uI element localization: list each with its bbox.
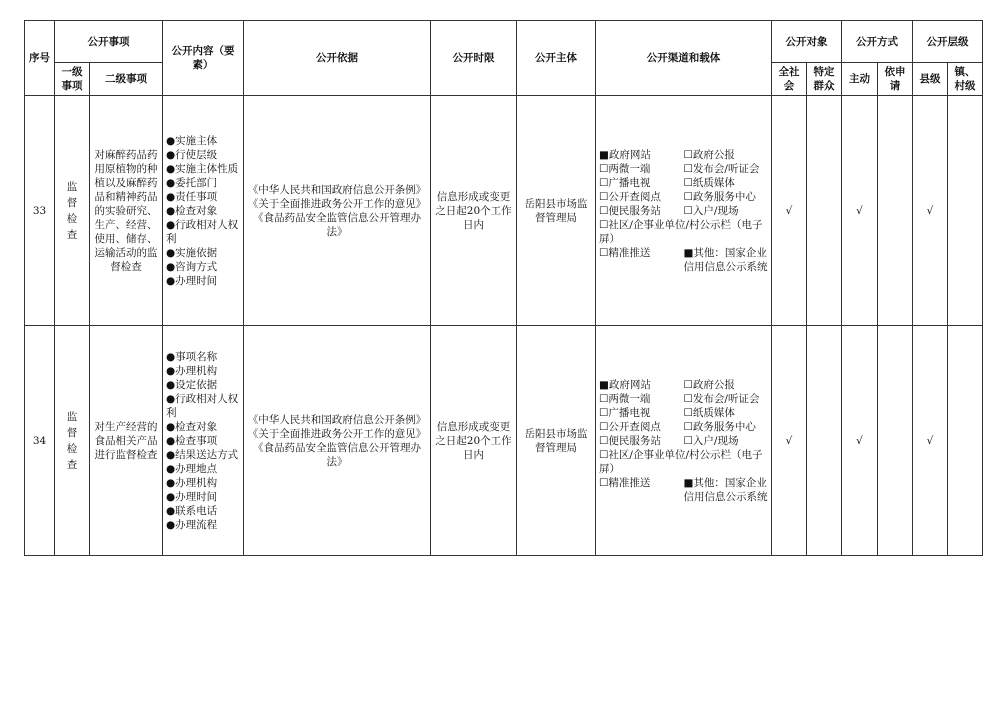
channel-option: ☐ 两微一端: [599, 392, 684, 406]
row-subject: 岳阳县市场监督管理局: [517, 326, 596, 556]
channel-option: ☐ 政务服务中心: [684, 420, 769, 434]
content-item: ● 实施依据: [166, 246, 240, 260]
channel-option: ☐ 政务服务中心: [684, 190, 769, 204]
channel-option: ☐ 两微一端: [599, 162, 684, 176]
header-level-county: 县级: [913, 63, 948, 96]
content-item: ● 联系电话: [166, 504, 240, 518]
row-channels: [596, 326, 772, 556]
row-basis: 《中华人民共和国政府信息公开条例》《关于全面推进政务公开工作的意见》《食品药品安全监管信息公开管理办法》: [244, 96, 431, 326]
content-item: ● 办理时间: [166, 274, 240, 288]
channel-option: ☐ 精准推送: [599, 246, 684, 274]
header-method-request: 依申请: [878, 63, 913, 96]
channel-option-checked: ■ 其他：国家企业信用信息公示系统: [684, 476, 769, 504]
header-channels: 公开渠道和载体: [596, 21, 772, 96]
row-audience-all: √: [772, 96, 807, 326]
row-time-limit: 信息形成或变更之日起20个工作日内: [431, 326, 517, 556]
content-item: ● 责任事项: [166, 190, 240, 204]
content-item: ● 咨询方式: [166, 260, 240, 274]
content-item: ● 检查对象: [166, 204, 240, 218]
content-item: ● 结果送达方式: [166, 448, 240, 462]
channel-option: ☐ 入户/现场: [684, 204, 769, 218]
content-item: ● 设定依据: [166, 378, 240, 392]
header-subject: 公开主体: [517, 21, 596, 96]
row-method-request: [878, 326, 913, 556]
row-level2: 对麻醉药品药用原植物的种植以及麻醉药品和精神药品的实验研究、生产、经营、使用、储存、运输活动的监督检查: [90, 96, 163, 326]
row-content: [163, 96, 244, 326]
header-level: 公开层级: [913, 21, 983, 63]
row-channels: [596, 96, 772, 326]
row-audience-all: √: [772, 326, 807, 556]
row-audience-specific: [807, 96, 842, 326]
row-seq: 33: [25, 96, 55, 326]
header-content: 公开内容（要素）: [163, 21, 244, 96]
content-item: ● 行政相对人权利: [166, 392, 240, 420]
row-method-active: √: [842, 96, 878, 326]
content-list: [166, 134, 240, 288]
content-item: ● 检查对象: [166, 420, 240, 434]
header-basis: 公开依据: [244, 21, 431, 96]
table-header: [25, 21, 983, 96]
row-level-county: √: [913, 96, 948, 326]
row-content: [163, 326, 244, 556]
header-level-town: 镇、村级: [948, 63, 983, 96]
channel-option: ☐ 社区/企事业单位/村公示栏（电子屏）: [599, 448, 768, 476]
content-item: ● 委托部门: [166, 176, 240, 190]
row-basis: 《中华人民共和国政府信息公开条例》《关于全面推进政务公开工作的意见》《食品药品安全监管信息公开管理办法》: [244, 326, 431, 556]
header-audience-specific: 特定群众: [807, 63, 842, 96]
content-list: [166, 350, 240, 532]
channel-option: ☐ 政府公报: [684, 378, 769, 392]
row-level-town: [948, 326, 983, 556]
table-row: [25, 96, 983, 326]
channel-option-checked: ■ 政府网站: [599, 378, 684, 392]
channel-option: ☐ 发布会/听证会: [684, 162, 769, 176]
content-item: ● 办理流程: [166, 518, 240, 532]
content-item: ● 实施主体性质: [166, 162, 240, 176]
row-method-active: √: [842, 326, 878, 556]
content-item: ● 事项名称: [166, 350, 240, 364]
content-item: ● 办理机构: [166, 364, 240, 378]
row-level-county: √: [913, 326, 948, 556]
row-level1: 监督检查: [55, 326, 90, 556]
header-audience: 公开对象: [772, 21, 842, 63]
channel-option: ☐ 公开查阅点: [599, 190, 684, 204]
row-level-town: [948, 96, 983, 326]
content-item: ● 行使层级: [166, 148, 240, 162]
channel-option: ☐ 便民服务站: [599, 204, 684, 218]
channel-option-checked: ■ 政府网站: [599, 148, 684, 162]
row-level1: 监督检查: [55, 96, 90, 326]
channel-option: ☐ 社区/企事业单位/村公示栏（电子屏）: [599, 218, 768, 246]
header-method-active: 主动: [842, 63, 878, 96]
channel-option: ☐ 入户/现场: [684, 434, 769, 448]
row-seq: 34: [25, 326, 55, 556]
channel-option: ☐ 纸质媒体: [684, 406, 769, 420]
channel-option: ☐ 广播电视: [599, 176, 684, 190]
row-audience-specific: [807, 326, 842, 556]
channel-option: ☐ 便民服务站: [599, 434, 684, 448]
disclosure-table: [24, 20, 983, 556]
channel-list: [599, 148, 768, 274]
row-subject: 岳阳县市场监督管理局: [517, 96, 596, 326]
channel-option: ☐ 政府公报: [684, 148, 769, 162]
content-item: ● 实施主体: [166, 134, 240, 148]
row-time-limit: 信息形成或变更之日起20个工作日内: [431, 96, 517, 326]
content-item: ● 行政相对人权利: [166, 218, 240, 246]
content-item: ● 办理地点: [166, 462, 240, 476]
row-method-request: [878, 96, 913, 326]
header-method: 公开方式: [842, 21, 913, 63]
channel-option: ☐ 纸质媒体: [684, 176, 769, 190]
channel-option: ☐ 发布会/听证会: [684, 392, 769, 406]
header-level2: 二级事项: [90, 63, 163, 96]
channel-option-checked: ■ 其他：国家企业信用信息公示系统: [684, 246, 769, 274]
header-level1: 一级事项: [55, 63, 90, 96]
channel-option: ☐ 公开查阅点: [599, 420, 684, 434]
channel-option: ☐ 广播电视: [599, 406, 684, 420]
header-seq: 序号: [25, 21, 55, 96]
header-time-limit: 公开时限: [431, 21, 517, 96]
content-item: ● 检查事项: [166, 434, 240, 448]
header-audience-all: 全社会: [772, 63, 807, 96]
header-matters: 公开事项: [55, 21, 163, 63]
content-item: ● 办理时间: [166, 490, 240, 504]
table-row: [25, 326, 983, 556]
content-item: ● 办理机构: [166, 476, 240, 490]
row-level2: 对生产经营的食品相关产品进行监督检查: [90, 326, 163, 556]
channel-list: [599, 378, 768, 504]
channel-option: ☐ 精准推送: [599, 476, 684, 504]
